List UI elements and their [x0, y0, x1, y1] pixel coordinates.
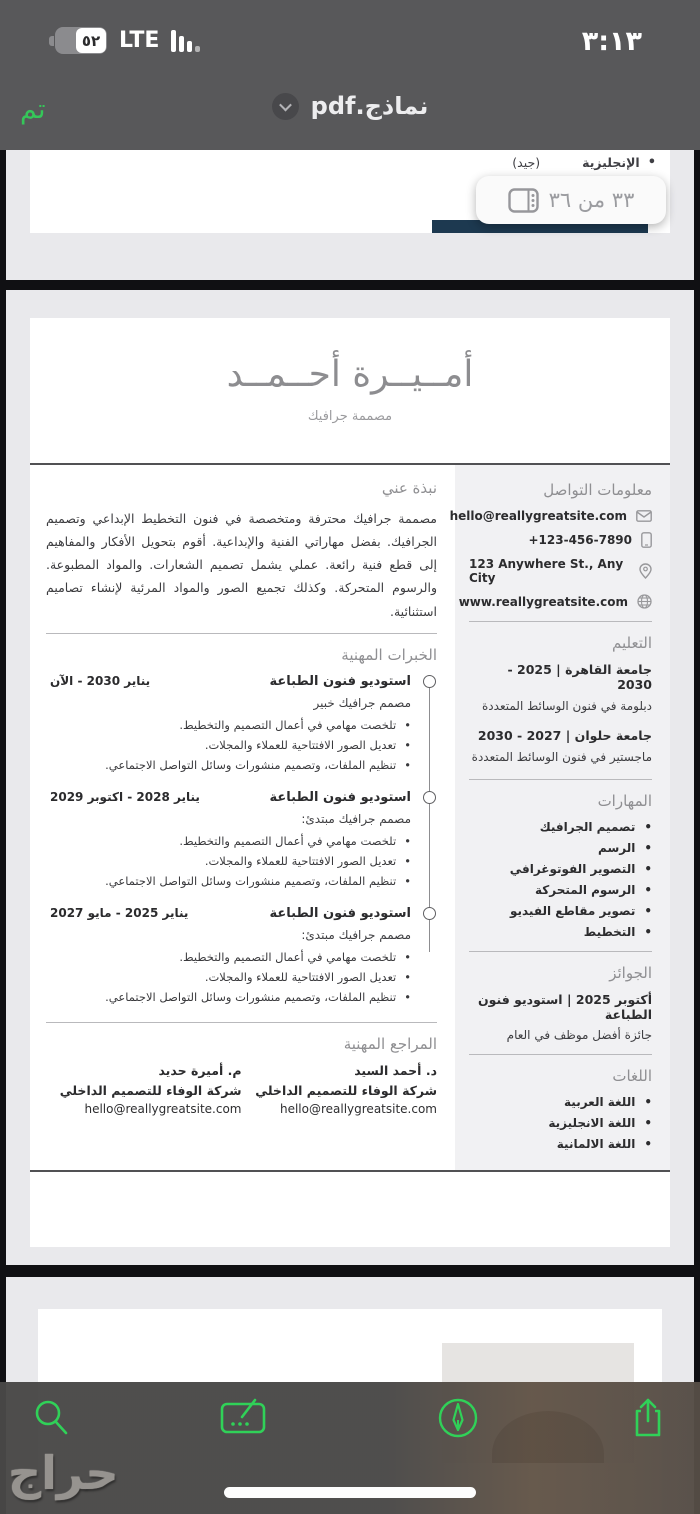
contact-website-text: www.reallygreatsite.com: [458, 594, 628, 609]
education-degree: دبلومة في فنون الوسائط المتعددة: [482, 699, 652, 713]
experience-entry: [50, 906, 411, 1004]
contact-item-address: [469, 557, 652, 585]
resume-page: [30, 318, 670, 1247]
resume-sidebar: [449, 465, 670, 1170]
about-text: مصممة جرافيك محترفة ومتخصصة في فنون التخطيط الإبداعي وتصميم الجرافيك. بفضل مهاراتي الفنية والإبداعية. أقوم بتحويل الأفكار والمفاهيم إلى قطع فنية رائعة. عملي يشمل تصميم الشعارات. والمواد المطبوعة. والرسوم المتحركة. وكذلك تجميع الصور والمواد المرئية لإنشاء تصاميم استثنائية.: [46, 511, 437, 619]
references-heading: المراجع المهنية: [343, 1034, 437, 1053]
experience-period: يناير 2030 - الآن: [50, 673, 151, 688]
experience-company: استوديو فنون الطباعة: [269, 905, 411, 921]
experience-role: مصمم جرافيك خبير: [313, 695, 411, 710]
education-school-period: جامعة القاهرة | 2025 - 2030: [507, 662, 652, 692]
resume-columns: [30, 465, 670, 1170]
experience-role: مصمم جرافيك مبتدئ:: [301, 811, 411, 826]
envelope-icon: [636, 510, 652, 522]
previous-page-level: (جيد): [512, 155, 541, 170]
resume-job-title: مصممة جرافيك: [307, 409, 393, 424]
education-degree: ماجستير في فنون الوسائط المتعددة: [471, 750, 652, 765]
skill-item: • التخطيط: [583, 925, 652, 940]
contact-item-phone: [469, 532, 652, 548]
bottom-toolbar: [0, 1382, 700, 1514]
experience-period: يناير 2025 - مايو 2027: [50, 905, 189, 920]
status-cell-group: [55, 27, 200, 54]
experience-heading: الخبرات المهنية: [341, 645, 437, 664]
search-icon[interactable]: [30, 1396, 74, 1440]
thumbnails-icon: [508, 188, 539, 213]
experience-bullet: • تلخصت مهامي في أعمال التصميم والتخطيط.: [179, 949, 411, 964]
awards-heading: الجوائز: [609, 964, 652, 983]
network-type-label: LTE: [119, 28, 160, 53]
resume-name: أمــيــرة أحــمــد: [226, 354, 474, 395]
experience-bullet: • تنظيم الملفات، وتصميم منشورات وسائل التواصل الاجتماعي.: [105, 989, 411, 1004]
battery-nub: [49, 36, 54, 46]
battery-percent: ٥٢: [76, 28, 106, 53]
location-icon: [639, 563, 652, 579]
resume-header: [30, 318, 670, 463]
status-time: ٣:١٣: [581, 26, 642, 57]
signal-bars-icon: [171, 30, 200, 52]
skills-heading: المهارات: [597, 792, 652, 811]
experience-role: مصمم جرافيك مبتدئ:: [301, 927, 411, 942]
language-item: • اللغة الالمانية: [556, 1137, 652, 1152]
experience-bullet: • تلخصت مهامي في أعمال التصميم والتخطيط.: [179, 833, 411, 848]
divider: [469, 621, 652, 622]
skill-item: • الرسوم المتحركة: [535, 883, 652, 898]
reference-email: hello@reallygreatsite.com: [279, 1101, 437, 1116]
experience-bullet: • تعديل الصور الافتتاحية للعملاء والمجلات.: [204, 737, 411, 752]
page-indicator-label: ٣٣ من ٣٦: [548, 188, 635, 212]
contact-item-email: [449, 509, 652, 523]
reference-entry: [46, 1063, 242, 1116]
reference-company: شركة الوفاء للتصميم الداخلي: [255, 1082, 437, 1098]
skill-item: • التصوير الفوتوغرافي: [509, 862, 652, 877]
previous-page-language: الإنجليزية: [582, 155, 640, 170]
battery-icon: [55, 27, 107, 54]
bullet-dot: •: [647, 155, 656, 170]
skill-item: • تصميم الجرافيك: [539, 820, 652, 835]
reference-email: hello@reallygreatsite.com: [84, 1101, 242, 1116]
references-row: [46, 1063, 437, 1116]
reference-name: م. أميرة حديد: [158, 1062, 242, 1078]
experience-bullet: • تنظيم الملفات، وتصميم منشورات وسائل التواصل الاجتماعي.: [105, 873, 411, 888]
phone-icon: [641, 532, 652, 548]
top-chrome: [0, 0, 700, 150]
about-heading: نبذة عني: [381, 479, 437, 497]
experience-company: استوديو فنون الطباعة: [269, 673, 411, 689]
done-button[interactable]: تم: [20, 94, 46, 125]
education-entry: [469, 662, 652, 716]
markup-pen-icon[interactable]: [436, 1396, 480, 1440]
experience-company: استوديو فنون الطباعة: [269, 789, 411, 805]
languages-heading: اللغات: [612, 1067, 652, 1086]
footer-divider: [30, 1170, 670, 1172]
education-heading: التعليم: [612, 634, 652, 652]
signature-icon[interactable]: [226, 1396, 270, 1440]
contact-heading: معلومات التواصل: [543, 481, 652, 499]
language-item: • اللغة العربية: [564, 1095, 652, 1110]
divider: [469, 1054, 652, 1055]
divider: [469, 951, 652, 952]
experience-bullet: • تلخصت مهامي في أعمال التصميم والتخطيط.: [179, 717, 411, 732]
chevron-down-icon[interactable]: [272, 93, 299, 120]
divider: [469, 779, 652, 780]
language-item: • اللغة الانجليزية: [548, 1116, 652, 1131]
contact-item-website: [458, 594, 652, 609]
experience-bullet: • تعديل الصور الافتتاحية للعملاء والمجلات.: [204, 853, 411, 868]
previous-page-language-row: [512, 155, 656, 170]
skill-item: • الرسم: [598, 841, 652, 856]
divider: [46, 633, 437, 634]
reference-company: شركة الوفاء للتصميم الداخلي: [59, 1082, 242, 1098]
experience-timeline: [46, 674, 437, 1004]
experience-period: يناير 2028 - اكتوبر 2029: [50, 789, 200, 804]
resume-main-column: [30, 465, 455, 1170]
reference-name: د. أحمد السيد: [354, 1062, 437, 1078]
watermark: حراج: [8, 1446, 119, 1500]
file-title: نماذج.pdf: [310, 92, 429, 120]
experience-bullet: • تنظيم الملفات، وتصميم منشورات وسائل التواصل الاجتماعي.: [105, 757, 411, 772]
experience-entry: [50, 790, 411, 888]
experience-entry: [50, 674, 411, 772]
globe-icon: [637, 594, 652, 609]
share-icon[interactable]: [626, 1396, 670, 1440]
reference-entry: [242, 1063, 438, 1116]
nav-title-group: [0, 92, 700, 120]
divider: [46, 1022, 437, 1023]
page-indicator-pill[interactable]: [476, 176, 666, 224]
experience-bullet: • تعديل الصور الافتتاحية للعملاء والمجلات.: [204, 969, 411, 984]
award-description: جائزة أفضل موظف في العام: [506, 1028, 652, 1043]
contact-email-text: hello@reallygreatsite.com: [449, 509, 627, 523]
current-page-cell[interactable]: [6, 290, 694, 1265]
contact-address-text: 123 Anywhere St., Any City: [469, 557, 624, 585]
contact-phone-text: +123-456-7890: [528, 533, 632, 547]
skill-item: • تصوير مقاطع الفيديو: [509, 904, 652, 919]
award-title: أكتوبر 2025 | استوديو فنون الطباعة: [477, 992, 652, 1023]
home-indicator[interactable]: [224, 1487, 476, 1498]
education-school-period: جامعة حلوان | 2027 - 2030: [477, 728, 652, 744]
education-entry: [469, 728, 652, 767]
